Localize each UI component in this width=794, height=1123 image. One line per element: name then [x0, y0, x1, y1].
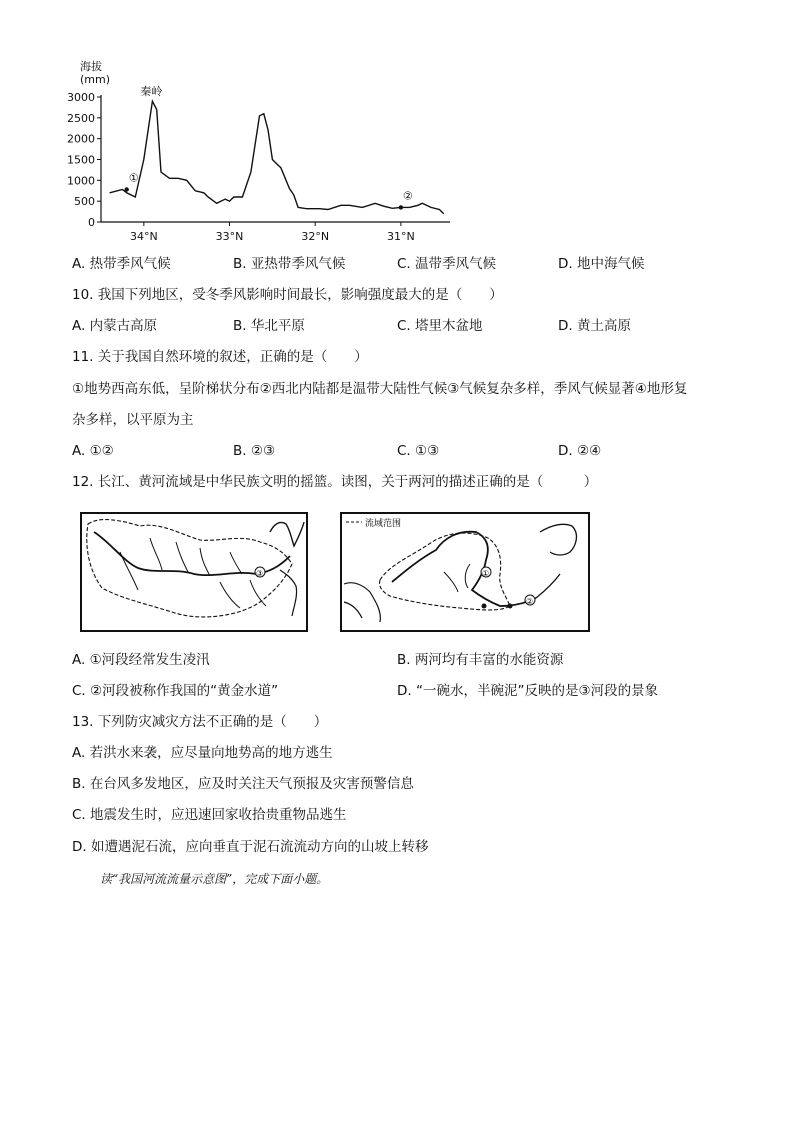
- y-tick-label: 3000: [67, 91, 95, 104]
- q12-option-a[interactable]: A. ①河段经常发生凌汛: [72, 652, 210, 668]
- reading-prompt: 读“我国河流流量示意图”，完成下面小题。: [100, 872, 329, 886]
- yangtze-label-3: ③: [256, 569, 264, 578]
- q9-option-a[interactable]: A. 热带季风气候: [72, 256, 171, 272]
- y-tick-label: 0: [88, 216, 95, 229]
- x-tick-label: 33°N: [215, 230, 244, 243]
- q11-statement-line2: 杂多样，以平原为主: [72, 412, 194, 428]
- yangtze-basin-map: [80, 512, 308, 632]
- yellow-label-2: ②: [526, 597, 534, 606]
- y-tick-label: 1000: [67, 174, 95, 188]
- elevation-profile-chart: [60, 55, 460, 255]
- q9-option-c[interactable]: C. 温带季风气候: [397, 256, 497, 272]
- yellow-label-1: ①: [482, 569, 490, 578]
- y-tick-label: 2500: [67, 111, 95, 125]
- q12-option-b[interactable]: B. 两河均有丰富的水能资源: [397, 652, 564, 668]
- q13-option-d[interactable]: D. 如遭遇泥石流，应向垂直于泥石流流动方向的山坡上转移: [72, 839, 429, 855]
- x-tick-label: 31°N: [387, 230, 415, 243]
- q10-stem: 10. 我国下列地区，受冬季风影响时间最长，影响强度最大的是（ ）: [72, 287, 503, 303]
- q11-statement-line1: ①地势西高东低，呈阶梯状分布②西北内陆都是温带大陆性气候③气候复杂多样，季风气候显著④地形复: [72, 381, 688, 397]
- q11-option-b[interactable]: B. ②③: [233, 443, 276, 459]
- y-axis-label: 海拔: [80, 60, 102, 73]
- legend-label: 流域范围: [365, 519, 402, 529]
- q11-stem: 11. 关于我国自然环境的叙述，正确的是（ ）: [72, 349, 368, 365]
- q11-option-a[interactable]: A. ①②: [72, 443, 114, 459]
- q10-option-c[interactable]: C. 塔里木盆地: [397, 318, 483, 334]
- x-tick-label: 32°N: [301, 230, 330, 243]
- q9-option-b[interactable]: B. 亚热带季风气候: [233, 256, 346, 272]
- yellow-river-basin-map: [340, 512, 590, 632]
- q12-option-d[interactable]: D. “一碗水，半碗泥”反映的是③河段的景象: [397, 683, 659, 699]
- profile-marker-dot: [399, 205, 403, 209]
- q13-option-a[interactable]: A. 若洪水来袭，应尽量向地势高的地方逃生: [72, 745, 333, 761]
- q10-option-d[interactable]: D. 黄土高原: [558, 318, 631, 334]
- y-tick-label: 1500: [67, 153, 95, 167]
- y-tick-label: 2000: [67, 132, 95, 146]
- q13-stem: 13. 下列防灾减灾方法不正确的是（ ）: [72, 714, 328, 730]
- peak-label-qinling: 秦岭: [140, 85, 163, 99]
- x-tick-label: 34°N: [129, 230, 158, 243]
- q10-option-a[interactable]: A. 内蒙古高原: [72, 318, 158, 334]
- y-axis-unit: (mm): [80, 73, 111, 86]
- y-tick-label: 500: [74, 195, 95, 209]
- profile-marker-label: ①: [128, 171, 139, 185]
- profile-marker-label: ②: [402, 189, 413, 203]
- q12-option-c[interactable]: C. ②河段被称作我国的“黄金水道”: [72, 683, 279, 699]
- profile-line: [110, 101, 444, 214]
- q13-option-b[interactable]: B. 在台风多发地区，应及时关注天气预报及灾害预警信息: [72, 776, 414, 792]
- q13-option-c[interactable]: C. 地震发生时，应迅速回家收拾贵重物品逃生: [72, 807, 347, 823]
- q11-option-c[interactable]: C. ①③: [397, 443, 440, 459]
- q9-option-d[interactable]: D. 地中海气候: [558, 256, 645, 272]
- profile-marker-dot: [125, 187, 129, 191]
- q11-option-d[interactable]: D. ②④: [558, 443, 602, 459]
- q12-stem: 12. 长江、黄河流域是中华民族文明的摇篮。读图，关于两河的描述正确的是（ ）: [72, 474, 598, 490]
- q10-option-b[interactable]: B. 华北平原: [233, 318, 305, 334]
- x-ticks: [130, 222, 415, 243]
- y-ticks: [67, 91, 101, 229]
